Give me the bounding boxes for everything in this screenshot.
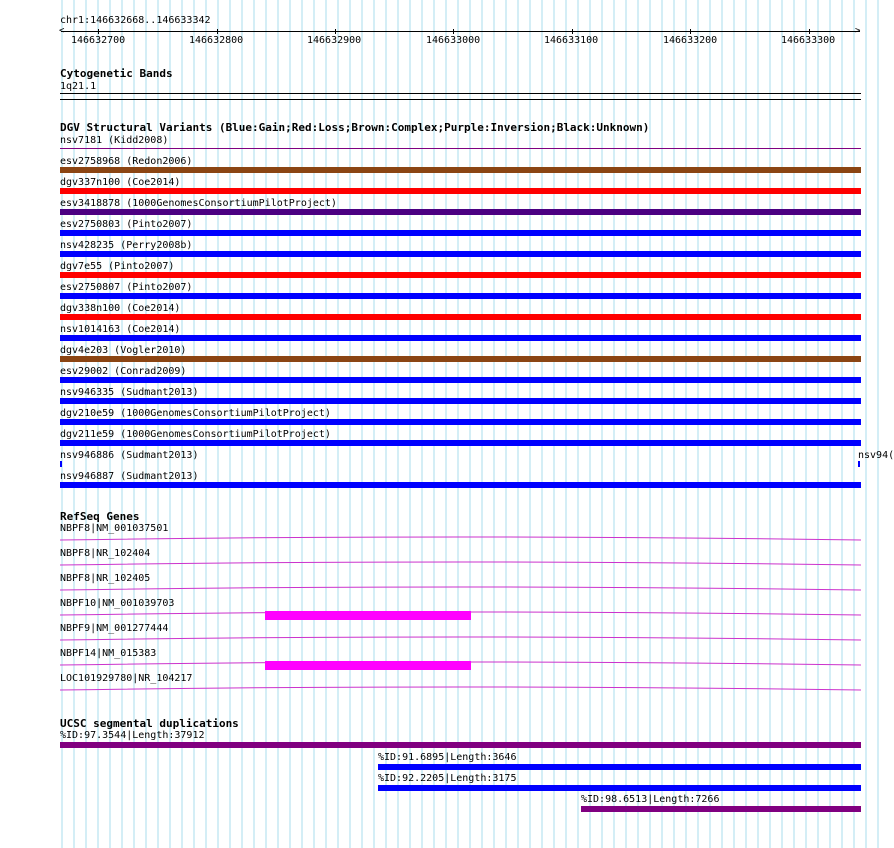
- dgv-variant-label[interactable]: esv2750807 (Pinto2007): [60, 282, 193, 293]
- segdup-bar[interactable]: [60, 742, 861, 748]
- dgv-variant-label[interactable]: nsv428235 (Perry2008b): [60, 240, 193, 251]
- segdup-bar[interactable]: [378, 764, 861, 770]
- dgv-variant-label[interactable]: nsv7181 (Kidd2008): [60, 135, 169, 146]
- segdup-label[interactable]: %ID:91.6895|Length:3646: [378, 752, 517, 763]
- dgv-track-title[interactable]: DGV Structural Variants (Blue:Gain;Red:Loss;Brown:Complex;Purple:Inversion;Black:Unknown): [60, 121, 650, 134]
- dgv-variant-label[interactable]: esv2758968 (Redon2006): [60, 156, 193, 167]
- refseq-gene-label[interactable]: NBPF9|NM_001277444: [60, 623, 169, 634]
- dgv-variant-label[interactable]: esv2750803 (Pinto2007): [60, 219, 193, 230]
- segdup-bar[interactable]: [378, 785, 861, 791]
- dgv-variant-label[interactable]: dgv210e59 (1000GenomesConsortiumPilotProject): [60, 408, 331, 419]
- cytoband-label: 1q21.1: [60, 81, 97, 92]
- dgv-variant-edge-label[interactable]: nsv94(: [858, 450, 894, 461]
- ruler-tick-label: 146632900: [307, 35, 362, 46]
- segdup-track-title[interactable]: UCSC segmental duplications: [60, 717, 239, 730]
- refseq-track-title[interactable]: RefSeq Genes: [60, 510, 140, 523]
- cytoband-track-title[interactable]: Cytogenetic Bands: [60, 67, 173, 80]
- refseq-gene-exon[interactable]: [265, 611, 471, 620]
- dgv-variant-label[interactable]: dgv337n100 (Coe2014): [60, 177, 181, 188]
- dgv-variant-label[interactable]: esv29002 (Conrad2009): [60, 366, 187, 377]
- segdup-label[interactable]: %ID:98.6513|Length:7266: [581, 794, 720, 805]
- refseq-gene-label[interactable]: NBPF8|NR_102405: [60, 573, 151, 584]
- dgv-variant-label[interactable]: nsv1014163 (Coe2014): [60, 324, 181, 335]
- refseq-gene-label[interactable]: LOC101929780|NR_104217: [60, 673, 193, 684]
- ruler-tick-label: 146633000: [426, 35, 481, 46]
- refseq-gene-label[interactable]: NBPF8|NM_001037501: [60, 523, 169, 534]
- ruler-tick-label: 146632800: [189, 35, 244, 46]
- ruler-left-arrow: <: [59, 26, 65, 36]
- dgv-variant-label[interactable]: dgv211e59 (1000GenomesConsortiumPilotProject): [60, 429, 331, 440]
- refseq-gene-label[interactable]: NBPF14|NM_015383: [60, 648, 157, 659]
- refseq-gene-intron-line: [60, 637, 861, 640]
- dgv-variant-label[interactable]: nsv946887 (Sudmant2013): [60, 471, 199, 482]
- refseq-gene-intron-line: [60, 537, 861, 540]
- dgv-variant-label[interactable]: nsv946886 (Sudmant2013): [60, 450, 199, 461]
- ruler-right-arrow: >: [855, 26, 861, 36]
- refseq-gene-intron-line: [60, 562, 861, 565]
- refseq-gene-label[interactable]: NBPF8|NR_102404: [60, 548, 151, 559]
- ruler-tick-label: 146632700: [71, 35, 126, 46]
- dgv-variant-label[interactable]: nsv946335 (Sudmant2013): [60, 387, 199, 398]
- ruler-tick-label: 146633300: [781, 35, 836, 46]
- ruler-tick-label: 146633200: [663, 35, 718, 46]
- segdup-label[interactable]: %ID:92.2205|Length:3175: [378, 773, 517, 784]
- segdup-label[interactable]: %ID:97.3544|Length:37912: [60, 730, 205, 741]
- ruler-position-label: chr1:146632668..146633342: [60, 15, 211, 26]
- refseq-gene-exon[interactable]: [265, 661, 471, 670]
- dgv-variant-label[interactable]: dgv7e55 (Pinto2007): [60, 261, 175, 272]
- refseq-gene-intron-line: [60, 687, 861, 690]
- dgv-variant-label[interactable]: esv3418878 (1000GenomesConsortiumPilotProject): [60, 198, 337, 209]
- dgv-variant-label[interactable]: dgv4e203 (Vogler2010): [60, 345, 187, 356]
- refseq-gene-label[interactable]: NBPF10|NM_001039703: [60, 598, 175, 609]
- dgv-variant-label[interactable]: dgv338n100 (Coe2014): [60, 303, 181, 314]
- segdup-bar[interactable]: [581, 806, 861, 812]
- ruler-tick-label: 146633100: [544, 35, 599, 46]
- refseq-gene-intron-line: [60, 587, 861, 590]
